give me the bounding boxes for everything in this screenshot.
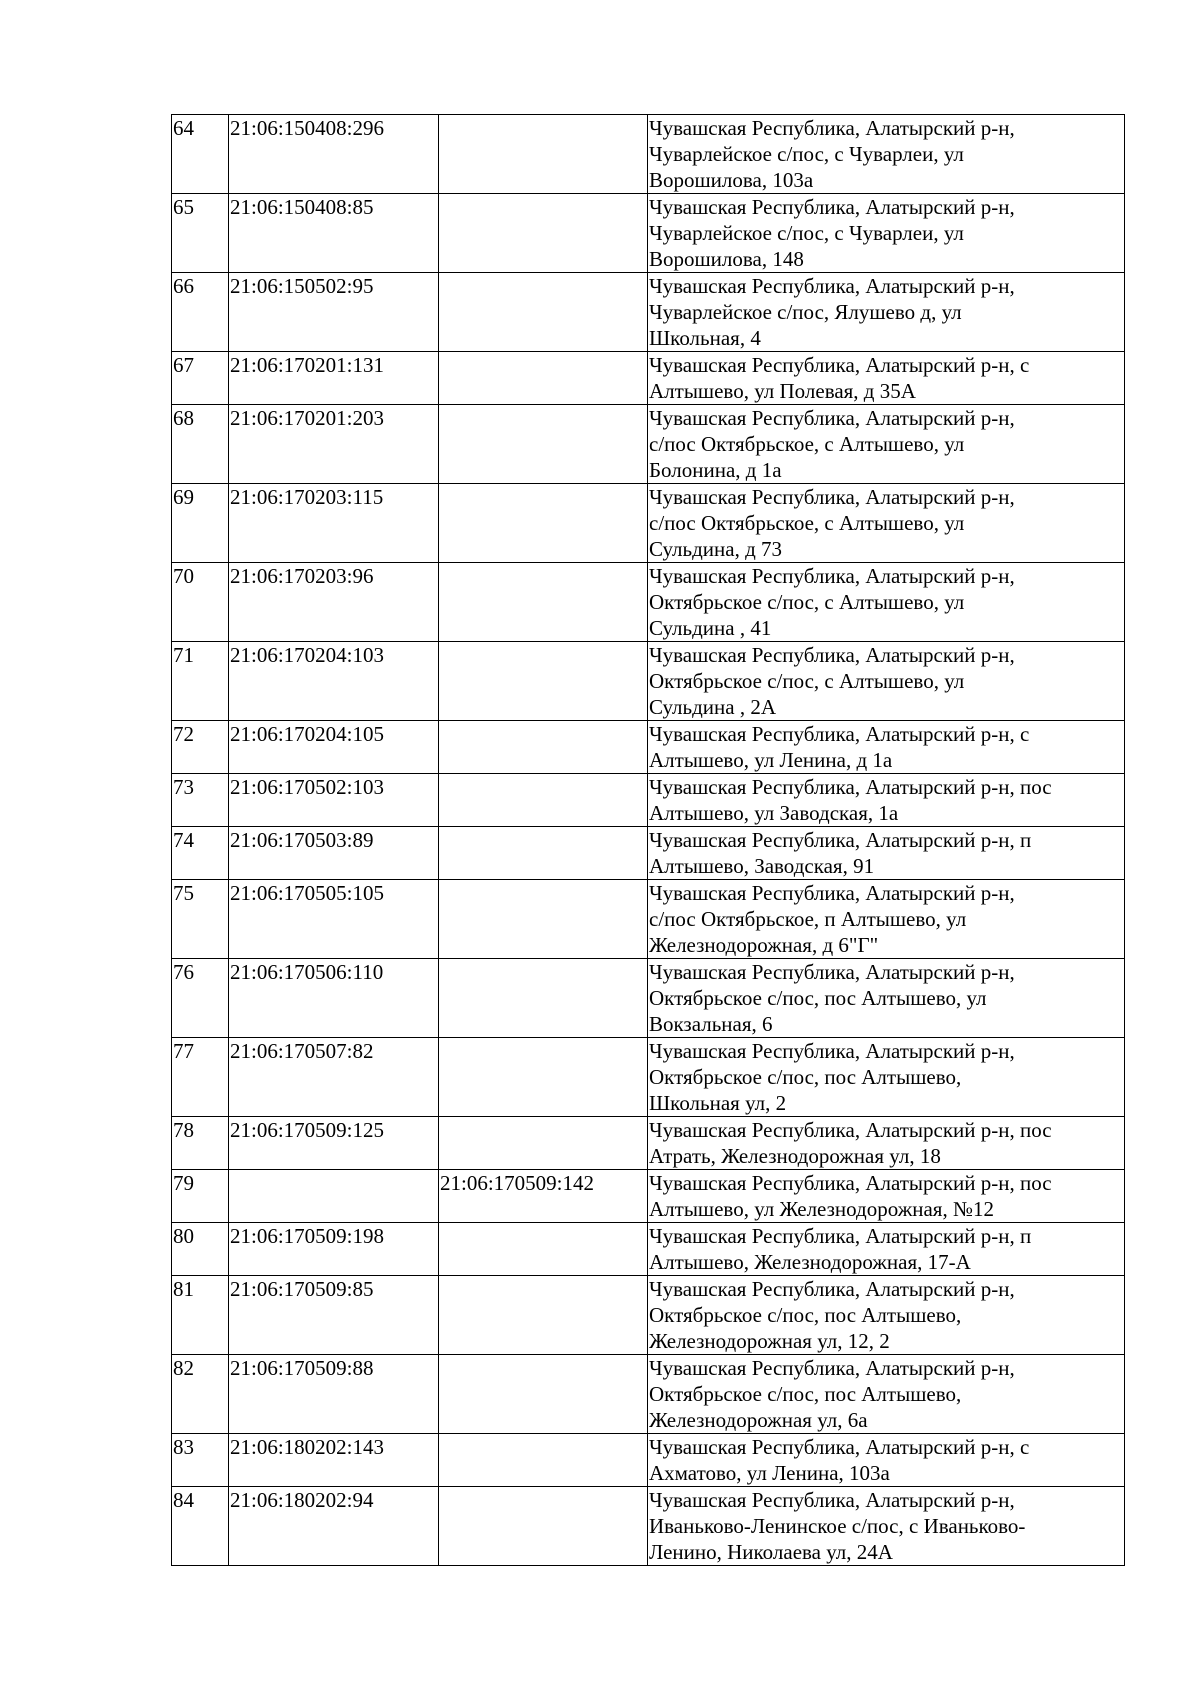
row-number-cell: 84 <box>172 1487 229 1566</box>
address-cell: Чувашская Республика, Алатырский р-н, пос Алтышево, ул Заводская, 1а <box>648 774 1125 827</box>
parent-cadastral-number-cell <box>439 405 648 484</box>
address-cell: Чувашская Республика, Алатырский р-н, Октябрьское с/пос, с Алтышево, ул Сульдина , 41 <box>648 563 1125 642</box>
address-cell: Чувашская Республика, Алатырский р-н, с/пос Октябрьское, п Алтышево, ул Железнодорожная, д 6"Г" <box>648 880 1125 959</box>
table-row <box>172 563 1125 642</box>
cadastral-number-cell: 21:06:170203:96 <box>229 563 439 642</box>
row-number-cell: 70 <box>172 563 229 642</box>
table-row <box>172 1434 1125 1487</box>
cadastral-number-cell: 21:06:170509:88 <box>229 1355 439 1434</box>
parent-cadastral-number-cell <box>439 1355 648 1434</box>
row-number-cell: 68 <box>172 405 229 484</box>
parent-cadastral-number-cell <box>439 484 648 563</box>
parent-cadastral-number-cell <box>439 273 648 352</box>
cadastral-number-cell: 21:06:170506:110 <box>229 959 439 1038</box>
cadastral-number-cell: 21:06:170201:203 <box>229 405 439 484</box>
address-cell: Чувашская Республика, Алатырский р-н, с Алтышево, ул Ленина, д 1а <box>648 721 1125 774</box>
property-registry-table <box>171 114 1125 1566</box>
parent-cadastral-number-cell <box>439 115 648 194</box>
cadastral-number-cell: 21:06:180202:94 <box>229 1487 439 1566</box>
address-cell: Чувашская Республика, Алатырский р-н, Иваньково-Ленинское с/пос, с Иваньково- Ленино, Николаева ул, 24А <box>648 1487 1125 1566</box>
cadastral-number-cell: 21:06:170509:125 <box>229 1117 439 1170</box>
parent-cadastral-number-cell <box>439 959 648 1038</box>
address-cell: Чувашская Республика, Алатырский р-н, пос Алтышево, ул Железнодорожная, №12 <box>648 1170 1125 1223</box>
table-row <box>172 1038 1125 1117</box>
table-row <box>172 721 1125 774</box>
row-number-cell: 66 <box>172 273 229 352</box>
parent-cadastral-number-cell <box>439 1223 648 1276</box>
cadastral-number-cell <box>229 1170 439 1223</box>
address-cell: Чувашская Республика, Алатырский р-н, с Алтышево, ул Полевая, д 35А <box>648 352 1125 405</box>
row-number-cell: 75 <box>172 880 229 959</box>
table-row <box>172 880 1125 959</box>
row-number-cell: 78 <box>172 1117 229 1170</box>
table-row <box>172 1117 1125 1170</box>
cadastral-number-cell: 21:06:170503:89 <box>229 827 439 880</box>
address-cell: Чувашская Республика, Алатырский р-н, Чуварлейское с/пос, с Чуварлеи, ул Ворошилова, 148 <box>648 194 1125 273</box>
address-cell: Чувашская Республика, Алатырский р-н, с Ахматово, ул Ленина, 103а <box>648 1434 1125 1487</box>
row-number-cell: 72 <box>172 721 229 774</box>
table-row <box>172 273 1125 352</box>
address-cell: Чувашская Республика, Алатырский р-н, Чуварлейское с/пос, Ялушево д, ул Школьная, 4 <box>648 273 1125 352</box>
parent-cadastral-number-cell <box>439 563 648 642</box>
address-cell: Чувашская Республика, Алатырский р-н, Октябрьское с/пос, с Алтышево, ул Сульдина , 2А <box>648 642 1125 721</box>
address-cell: Чувашская Республика, Алатырский р-н, пос Атрать, Железнодорожная ул, 18 <box>648 1117 1125 1170</box>
row-number-cell: 81 <box>172 1276 229 1355</box>
address-cell: Чувашская Республика, Алатырский р-н, Октябрьское с/пос, пос Алтышево, Железнодорожная ул, 12, 2 <box>648 1276 1125 1355</box>
parent-cadastral-number-cell <box>439 774 648 827</box>
row-number-cell: 79 <box>172 1170 229 1223</box>
address-cell: Чувашская Республика, Алатырский р-н, Октябрьское с/пос, пос Алтышево, ул Вокзальная, 6 <box>648 959 1125 1038</box>
table-row <box>172 194 1125 273</box>
address-cell: Чувашская Республика, Алатырский р-н, Чуварлейское с/пос, с Чуварлеи, ул Ворошилова, 103а <box>648 115 1125 194</box>
parent-cadastral-number-cell <box>439 1038 648 1117</box>
table-row <box>172 959 1125 1038</box>
cadastral-number-cell: 21:06:170204:103 <box>229 642 439 721</box>
parent-cadastral-number-cell: 21:06:170509:142 <box>439 1170 648 1223</box>
parent-cadastral-number-cell <box>439 1434 648 1487</box>
table-row <box>172 405 1125 484</box>
cadastral-number-cell: 21:06:170204:105 <box>229 721 439 774</box>
table-row <box>172 1487 1125 1566</box>
parent-cadastral-number-cell <box>439 352 648 405</box>
cadastral-number-cell: 21:06:170203:115 <box>229 484 439 563</box>
table-body <box>172 115 1125 1566</box>
row-number-cell: 64 <box>172 115 229 194</box>
address-cell: Чувашская Республика, Алатырский р-н, с/пос Октябрьское, с Алтышево, ул Сульдина, д 73 <box>648 484 1125 563</box>
parent-cadastral-number-cell <box>439 1487 648 1566</box>
row-number-cell: 65 <box>172 194 229 273</box>
row-number-cell: 82 <box>172 1355 229 1434</box>
parent-cadastral-number-cell <box>439 1117 648 1170</box>
cadastral-number-cell: 21:06:170505:105 <box>229 880 439 959</box>
table-row <box>172 1355 1125 1434</box>
parent-cadastral-number-cell <box>439 642 648 721</box>
cadastral-number-cell: 21:06:170509:198 <box>229 1223 439 1276</box>
row-number-cell: 80 <box>172 1223 229 1276</box>
address-cell: Чувашская Республика, Алатырский р-н, с/пос Октябрьское, с Алтышево, ул Болонина, д 1а <box>648 405 1125 484</box>
parent-cadastral-number-cell <box>439 1276 648 1355</box>
row-number-cell: 69 <box>172 484 229 563</box>
address-cell: Чувашская Республика, Алатырский р-н, п Алтышево, Заводская, 91 <box>648 827 1125 880</box>
row-number-cell: 74 <box>172 827 229 880</box>
cadastral-number-cell: 21:06:180202:143 <box>229 1434 439 1487</box>
cadastral-number-cell: 21:06:150408:85 <box>229 194 439 273</box>
cadastral-number-cell: 21:06:170509:85 <box>229 1276 439 1355</box>
table-row <box>172 1223 1125 1276</box>
address-cell: Чувашская Республика, Алатырский р-н, п Алтышево, Железнодорожная, 17-А <box>648 1223 1125 1276</box>
row-number-cell: 67 <box>172 352 229 405</box>
row-number-cell: 83 <box>172 1434 229 1487</box>
row-number-cell: 76 <box>172 959 229 1038</box>
cadastral-number-cell: 21:06:170502:103 <box>229 774 439 827</box>
table-row <box>172 642 1125 721</box>
address-cell: Чувашская Республика, Алатырский р-н, Октябрьское с/пос, пос Алтышево, Железнодорожная ул, 6а <box>648 1355 1125 1434</box>
row-number-cell: 71 <box>172 642 229 721</box>
table-row <box>172 352 1125 405</box>
cadastral-number-cell: 21:06:170201:131 <box>229 352 439 405</box>
row-number-cell: 77 <box>172 1038 229 1117</box>
cadastral-number-cell: 21:06:170507:82 <box>229 1038 439 1117</box>
parent-cadastral-number-cell <box>439 721 648 774</box>
table-row <box>172 827 1125 880</box>
address-cell: Чувашская Республика, Алатырский р-н, Октябрьское с/пос, пос Алтышево, Школьная ул, 2 <box>648 1038 1125 1117</box>
table-row <box>172 1276 1125 1355</box>
parent-cadastral-number-cell <box>439 194 648 273</box>
row-number-cell: 73 <box>172 774 229 827</box>
cadastral-number-cell: 21:06:150502:95 <box>229 273 439 352</box>
table-row <box>172 484 1125 563</box>
table-row <box>172 115 1125 194</box>
parent-cadastral-number-cell <box>439 880 648 959</box>
cadastral-number-cell: 21:06:150408:296 <box>229 115 439 194</box>
table-row <box>172 1170 1125 1223</box>
table-row <box>172 774 1125 827</box>
parent-cadastral-number-cell <box>439 827 648 880</box>
